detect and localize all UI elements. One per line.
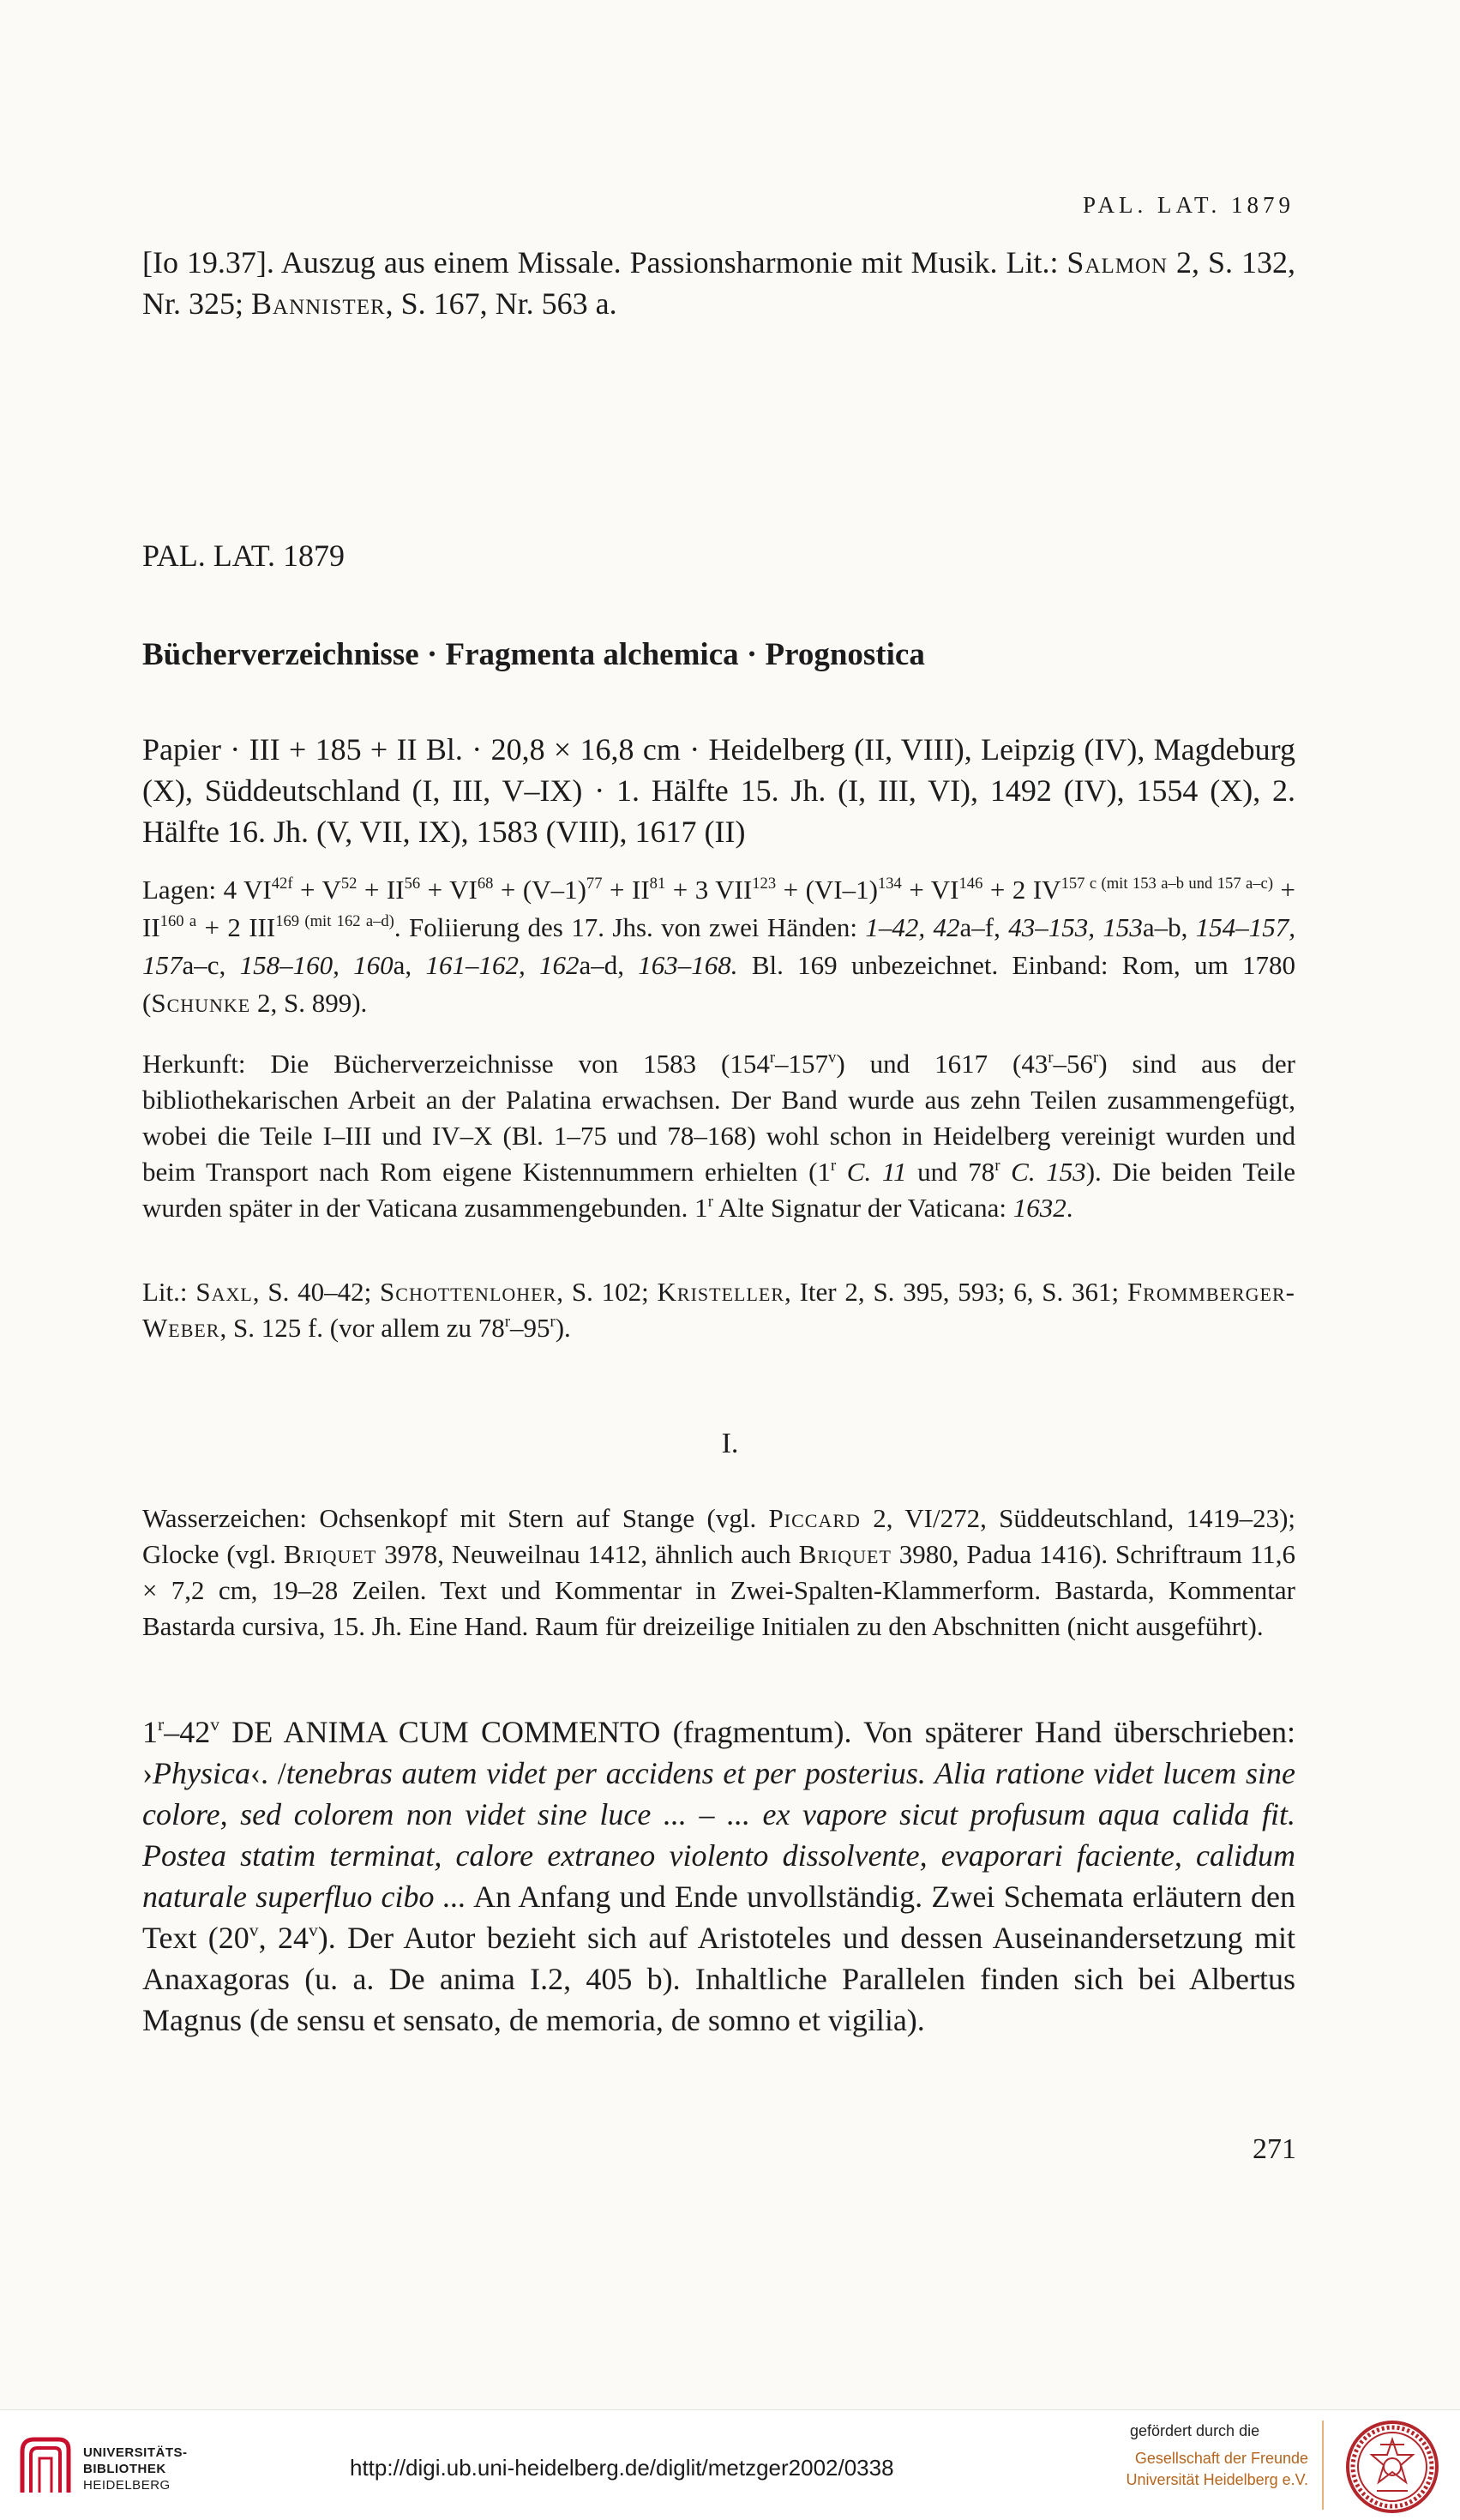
previous-entry-end xyxy=(142,242,1295,324)
author-ref: Schunke xyxy=(151,988,251,1018)
author-ref: Saxl xyxy=(195,1277,253,1307)
text-run: 2, S. 132, Nr. 325; xyxy=(142,245,1295,321)
ub-logo-icon xyxy=(15,2433,75,2498)
collation-paragraph: Lagen: 4 $VI^{42f} + V^{52} + II^{56} + VI^{68} + (V-1)^{77} + II^{81} + 3$ $VII^{123} + (VI-1)^{134} + VI^{146} + 2$ $IV^{157 c (mit 153 a-b und 157 a-c)} + II^{160 a} + 2$ $III^{169 (mit 162 a-d)}$. Foliierung des 17. Jhs. von zwei Händen: 1–42, 42a–f, 43–153, 153a–b, 154–157, 157a–c, 158–160, 160a, 161–162, 162a–d, 163–168. Bl. 169 unbezeichnet. Einband: Rom, um 1780 (Schunke 2, S. 899). xyxy=(142,874,1296,1018)
university-seal-icon xyxy=(1344,2419,1440,2515)
author-ref: Piccard xyxy=(768,1503,861,1533)
author-ref: Schottenloher xyxy=(380,1277,557,1307)
text-run: [Io 19.37]. Auszug aus einem Missale. Passionsharmonie mit Musik. Lit.: xyxy=(142,245,1067,280)
author-ref: Salmon xyxy=(1066,245,1169,280)
author-ref: Briquet xyxy=(283,1539,377,1569)
author-ref: Bannister xyxy=(251,286,386,321)
literature-paragraph: Lit.: Saxl, S. 40–42; Schottenloher, S. 102; Kristeller, Iter 2, S. 395, 593; 6, S. 361; Frommberger-Weber, S. 125 f. (vor allem zu 78$^r$–95$^r$). xyxy=(142,1277,1295,1343)
author-ref: Frommberger-Weber xyxy=(142,1277,1295,1343)
footer-divider xyxy=(1322,2421,1324,2510)
shelfmark-heading: PAL. LAT. 1879 xyxy=(142,538,345,573)
digitization-footer xyxy=(0,2409,1460,2520)
manuscript-title: Bücherverzeichnisse · Fragmenta alchemica · Prognostica xyxy=(142,637,925,672)
section-number: I. xyxy=(721,1428,739,1459)
watermark-paragraph: Wasserzeichen: Ochsenkopf mit Stern auf Stange (vgl. Piccard 2, VI/272, Süddeutschland, 1419–23); Glocke (vgl. Briquet 3978, Neuweilnau 1412, ähnlich auch Briquet 3980, Padua 1416). Schriftraum 11,6 × 7,2 cm, 19–28 Zeilen. Text und Kommentar in Zwei-Spalten-Klammerform. Bastarda, Kommentar Bastarda cursiva, 15. Jh. Eine Hand. Raum für dreizeilige Initialen zu den Abschnitten (nicht ausgeführt). xyxy=(142,1503,1296,1641)
ub-name: UNIVERSITÄTS- BIBLIOTHEK HEIDELBERG xyxy=(83,2445,188,2493)
item-description: 1$^r$–42$^v$ DE ANIMA CUM COMMENTO (fragmentum). Von späterer Hand überschrieben: ›Physica‹. /tenebras autem videt per accidens et per posterius. Alia ratione videt lucem sine colore, sed colorem non videt sine luce ... – ... ex vapore sicut profusum aqua calida fit. Postea statim terminat, calore extraneo violento dissolvente, evaporari faciente, calidum naturale superfluo cibo ... An Anfang und Ende unvollständig. Zwei Schemata erläutern den Text (20$^v$, 24$^v$). Der Autor bezieht sich auf Aristoteles und dessen Auseinandersetzung mit Anaxagoras (u. a. De anima I.2, 405 b). Inhaltliche Parallelen finden sich bei Albertus Magnus (de sensu et sensato, de memoria, de somno et vigilia). xyxy=(142,1713,1295,2037)
author-ref: Kristeller xyxy=(657,1277,785,1307)
text-run: , S. 167, Nr. 563 a. xyxy=(385,286,617,321)
sponsor-name: Gesellschaft der Freunde Universität Heidelberg e.V. xyxy=(1126,2450,1308,2488)
provenance-paragraph: Herkunft: Die Bücherverzeichnisse von 1583 (154$^r$–157$^v$) und 1617 (43$^r$–56$^r$) sind aus der bibliothekarischen Arbeit an der Palatina erwachsen. Der Band wurde aus zehn Teilen zusammengefügt, wobei die Teile I–III und IV–X (Bl. 1–75 und 78–168) wohl schon in Heidelberg vereinigt wurden und beim Transport nach Rom eigene Kistennummern erhielten (1$^r$ C. 11 und 78$^r$ C. 153). Die beiden Teile wurden später in der Vaticana zusammengebunden. 1$^r$ Alte Signatur der Vaticana: 1632. xyxy=(142,1048,1296,1223)
permalink-url[interactable]: http://digi.ub.uni-heidelberg.de/diglit/metzger2002/0338 xyxy=(350,2455,894,2481)
page-number: 271 xyxy=(1253,2133,1296,2165)
author-ref: Briquet xyxy=(798,1539,892,1569)
physical-description: Papier · III + 185 + II Bl. · 20,8 × 16,8 cm · Heidelberg (II, VIII), Leipzig (IV), Magdeburg (X), Süddeutschland (I, III, V–IX) · 1. Hälfte 15. Jh. (I, III, VI), 1492 (IV), 1554 (X), 2. Hälfte 16. Jh. (V, VII, IX), 1583 (VIII), 1617 (II) xyxy=(142,732,1295,849)
sponsor-caption: gefördert durch die xyxy=(1130,2422,1260,2439)
running-head: PAL. LAT. 1879 xyxy=(1082,192,1295,218)
